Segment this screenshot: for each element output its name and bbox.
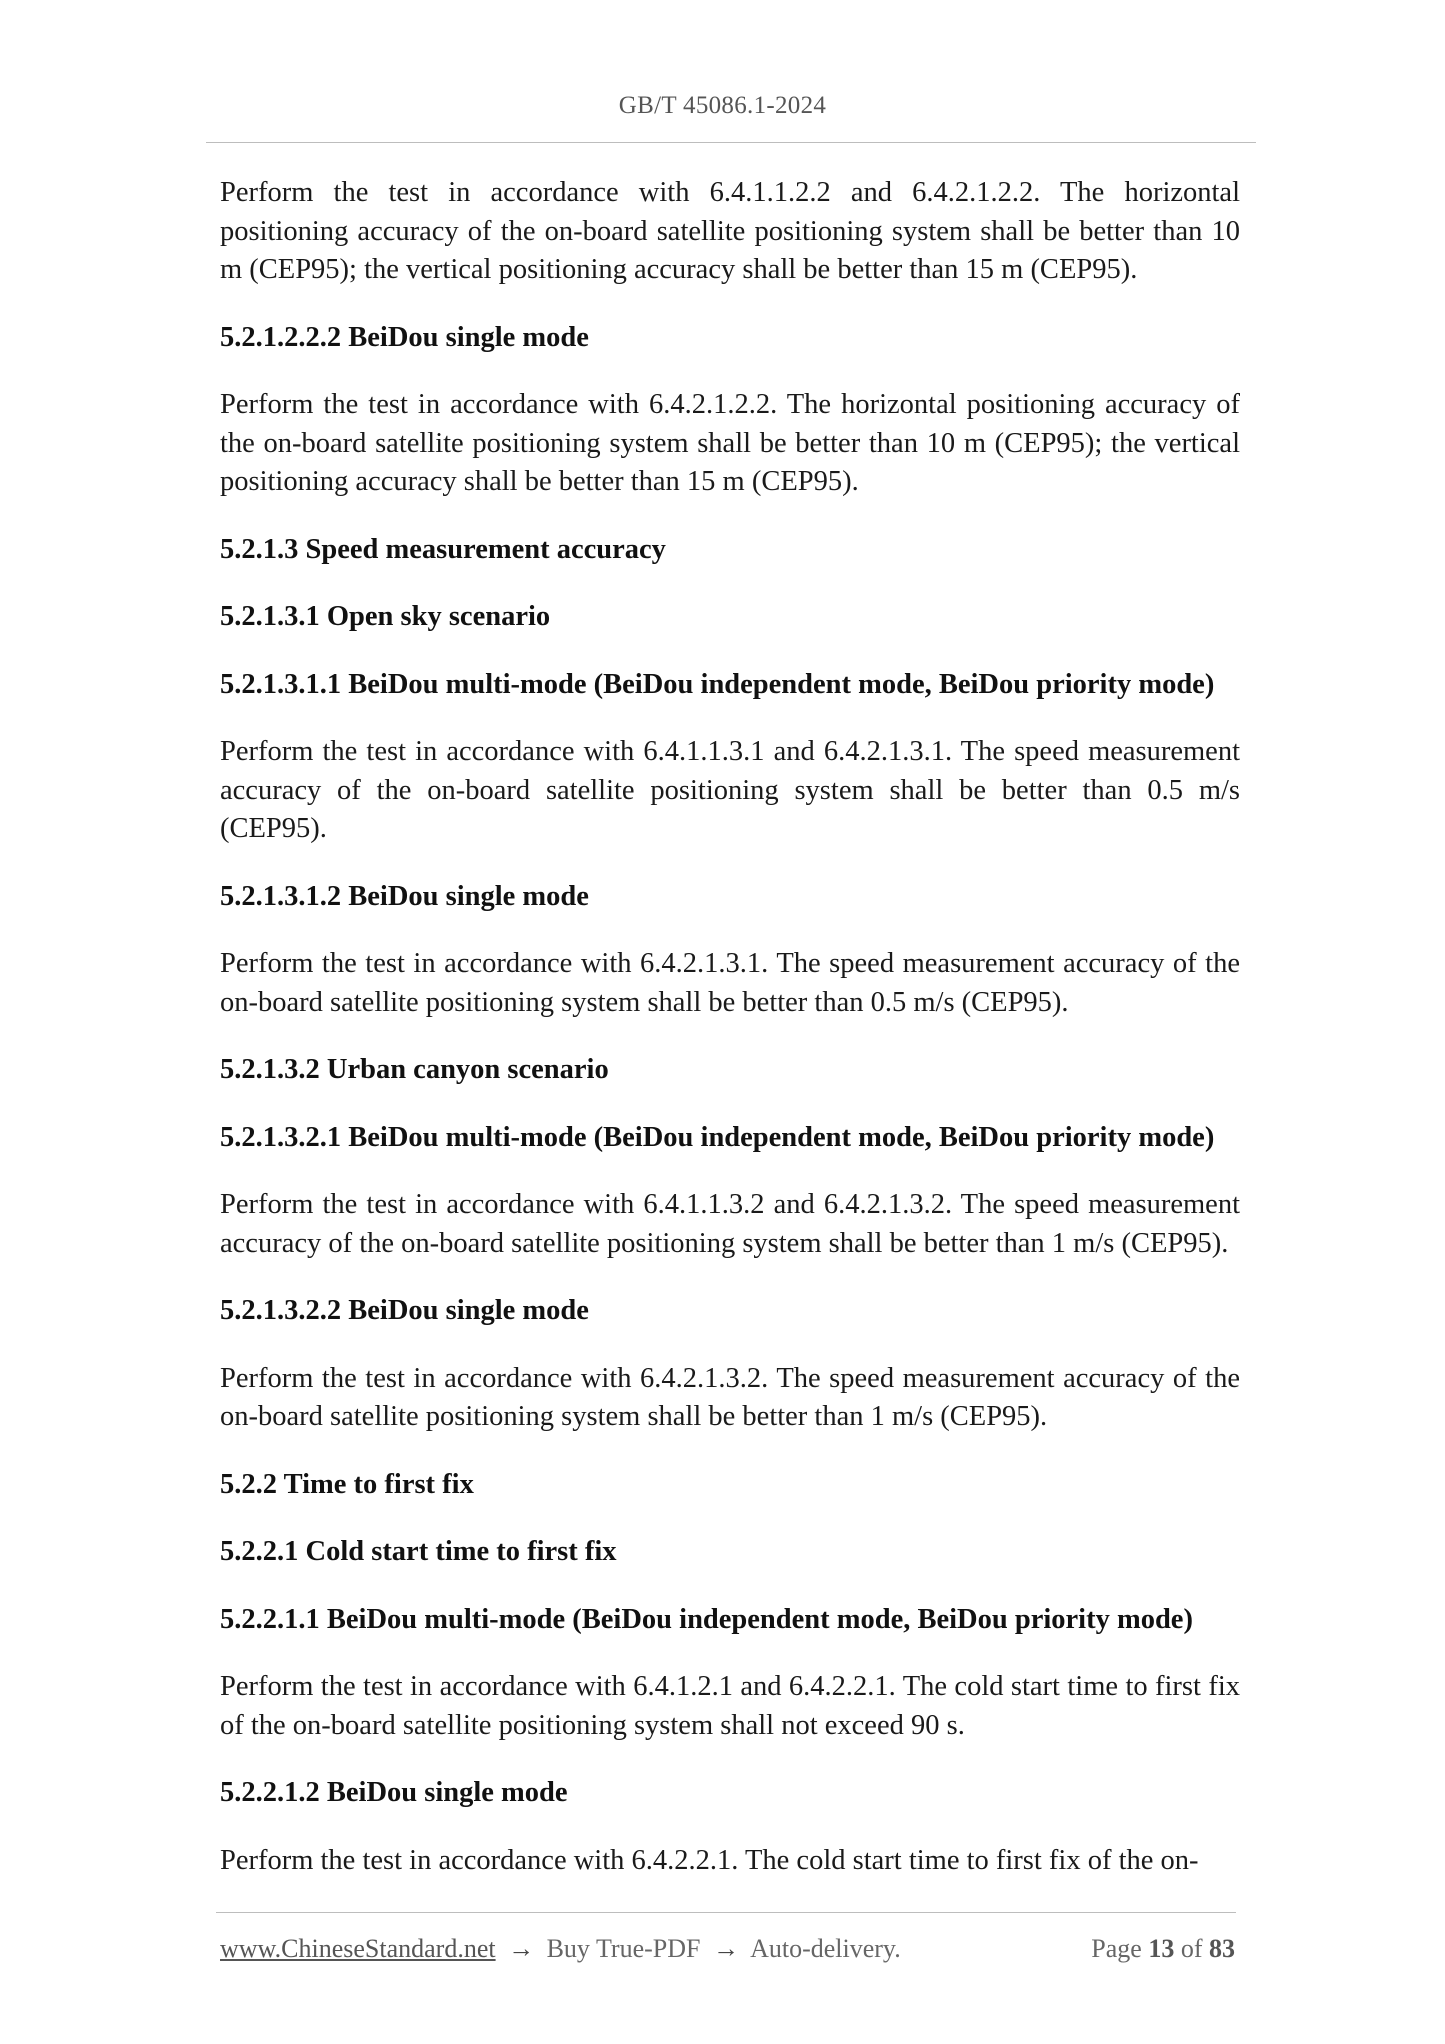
document-body <box>220 174 1240 1909</box>
page-of-label: of <box>1180 1934 1203 1963</box>
body-paragraph: Perform the test in accordance with 6.4.2.2.1. The cold start time to first fix of the on- <box>220 1844 1199 1876</box>
body-paragraph: Perform the test in accordance with 6.4.2.1.3.2. The speed measurement accuracy of the on-board satellite positioning system shall be better than 1 m/s (CEP95). <box>220 1362 1240 1432</box>
body-paragraph: Perform the test in accordance with 6.4.1.1.3.2 and 6.4.2.1.3.2. The speed measurement accuracy of the on-board satellite positioning system shall be better than 1 m/s (CEP95). <box>220 1189 1240 1259</box>
page-indicator <box>1091 1934 1235 1964</box>
section-heading: 5.2.1.3.2.1 BeiDou multi-mode (BeiDou independent mode, BeiDou priority mode) <box>220 1121 1215 1153</box>
section-heading: 5.2.1.3.1.2 BeiDou single mode <box>220 880 589 912</box>
footer-promo <box>220 1934 901 1964</box>
document-header: GB/T 45086.1-2024 <box>618 92 827 119</box>
auto-delivery-text: Auto-delivery. <box>750 1934 901 1963</box>
section-heading: 5.2.1.2.2.2 BeiDou single mode <box>220 321 589 353</box>
section-heading: 5.2.1.3.1 Open sky scenario <box>220 601 551 632</box>
section-heading: 5.2.1.3.2 Urban canyon scenario <box>220 1054 609 1085</box>
body-paragraph: Perform the test in accordance with 6.4.1.1.3.1 and 6.4.2.1.3.1. The speed measurement accuracy of the on-board satellite positioning system shall be better than 0.5 m/s (CEP95). <box>220 736 1240 844</box>
page-total: 83 <box>1209 1934 1235 1963</box>
body-paragraph: Perform the test in accordance with 6.4.2.1.2.2. The horizontal positioning accuracy of the on-board satellite positioning system shall be better than 10 m (CEP95); the vertical positioning accuracy shall be better than 15 m (CEP95). <box>220 389 1240 497</box>
header-divider <box>206 142 1256 143</box>
arrow-right-icon: → <box>508 1934 535 1963</box>
section-heading: 5.2.1.3.2.2 BeiDou single mode <box>220 1295 589 1326</box>
section-heading: 5.2.1.3.1.1 BeiDou multi-mode (BeiDou independent mode, BeiDou priority mode) <box>220 668 1215 700</box>
section-heading: 5.2.2.1 Cold start time to first fix <box>220 1536 617 1567</box>
section-heading: 5.2.1.3 Speed measurement accuracy <box>220 533 666 565</box>
body-paragraph: Perform the test in accordance with 6.4.1.1.2.2 and 6.4.2.1.2.2. The horizontal positioning accuracy of the on-board satellite positioning system shall be better than 10 m (CEP95); the vertical positioning accuracy shall be better than 15 m (CEP95). <box>220 177 1240 285</box>
body-paragraph: Perform the test in accordance with 6.4.2.1.3.1. The speed measurement accuracy of the on-board satellite positioning system shall be better than 0.5 m/s (CEP95). <box>220 948 1240 1018</box>
arrow-right-icon: → <box>713 1934 739 1963</box>
section-heading: 5.2.2.1.1 BeiDou multi-mode (BeiDou independent mode, BeiDou priority mode) <box>220 1603 1193 1635</box>
footer-divider <box>216 1912 1236 1913</box>
section-heading: 5.2.2 Time to first fix <box>220 1468 474 1500</box>
page-label: Page <box>1091 1934 1142 1963</box>
site-link[interactable]: www.ChineseStandard.net <box>220 1934 496 1963</box>
body-paragraph: Perform the test in accordance with 6.4.1.2.1 and 6.4.2.2.1. The cold start time to first fix of the on-board satellite positioning system shall not exceed 90 s. <box>220 1671 1240 1741</box>
section-heading: 5.2.2.1.2 BeiDou single mode <box>220 1777 568 1808</box>
page-current: 13 <box>1148 1934 1175 1963</box>
buy-pdf-text: Buy True-PDF <box>546 1934 701 1963</box>
